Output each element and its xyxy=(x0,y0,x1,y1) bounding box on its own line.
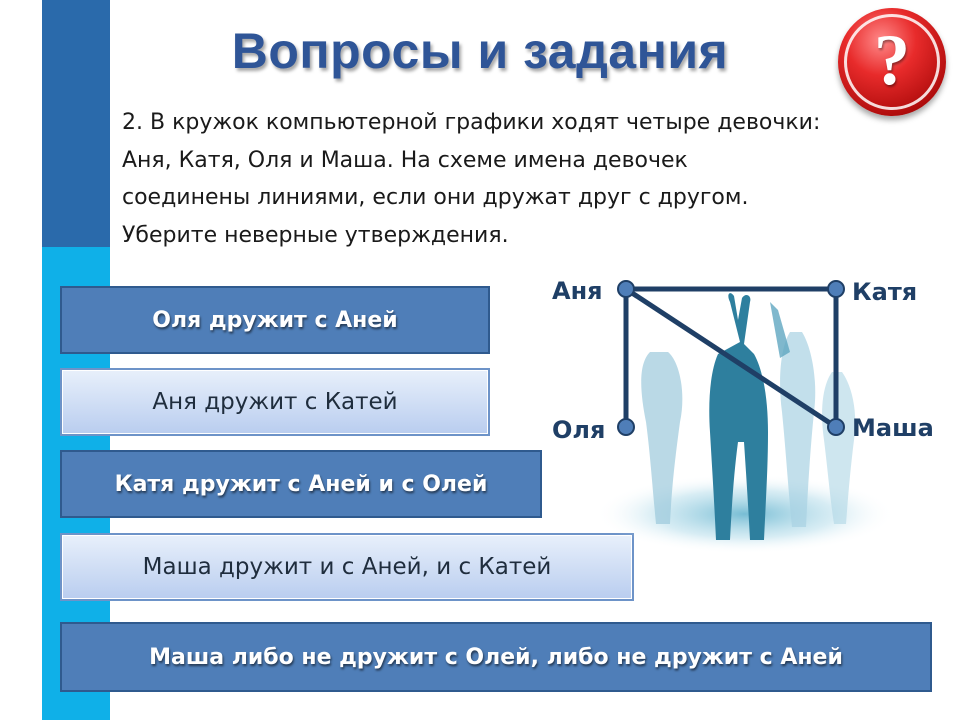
node-anya xyxy=(618,281,634,297)
task-line: 2. В кружок компьютерной графики ходят четыре девочки: xyxy=(122,110,821,135)
label-katya: Катя xyxy=(852,278,918,306)
label-olya: Оля xyxy=(552,416,606,444)
floor-glow xyxy=(595,474,895,554)
question-mark-icon: ? xyxy=(874,20,910,100)
statement-olya-anya[interactable]: Оля дружит с Аней xyxy=(60,286,490,354)
statement-masha-either[interactable]: Маша либо не дружит с Олей, либо не дружит с Аней xyxy=(60,622,932,692)
page-title: Вопросы и задания xyxy=(231,23,729,79)
node-katya xyxy=(828,281,844,297)
left-stripe-dark xyxy=(42,0,110,247)
friendship-graph xyxy=(540,262,960,562)
statement-katya-anya-olya[interactable]: Катя дружит с Аней и с Олей xyxy=(60,450,542,518)
label-masha: Маша xyxy=(852,414,934,442)
label-anya: Аня xyxy=(552,277,603,305)
task-line: Аня, Катя, Оля и Маша. На схеме имена девочек xyxy=(122,147,688,173)
node-olya xyxy=(618,419,634,435)
statement-anya-katya[interactable]: Аня дружит с Катей xyxy=(60,368,490,436)
statement-masha-anya-katya[interactable]: Маша дружит и с Аней, и с Катей xyxy=(60,533,634,601)
task-text xyxy=(122,104,942,254)
help-button[interactable] xyxy=(838,8,946,116)
task-line: соединены линиями, если они дружат друг с другом. xyxy=(122,185,749,210)
task-line: Уберите неверные утверждения. xyxy=(122,222,509,248)
node-masha xyxy=(828,419,844,435)
